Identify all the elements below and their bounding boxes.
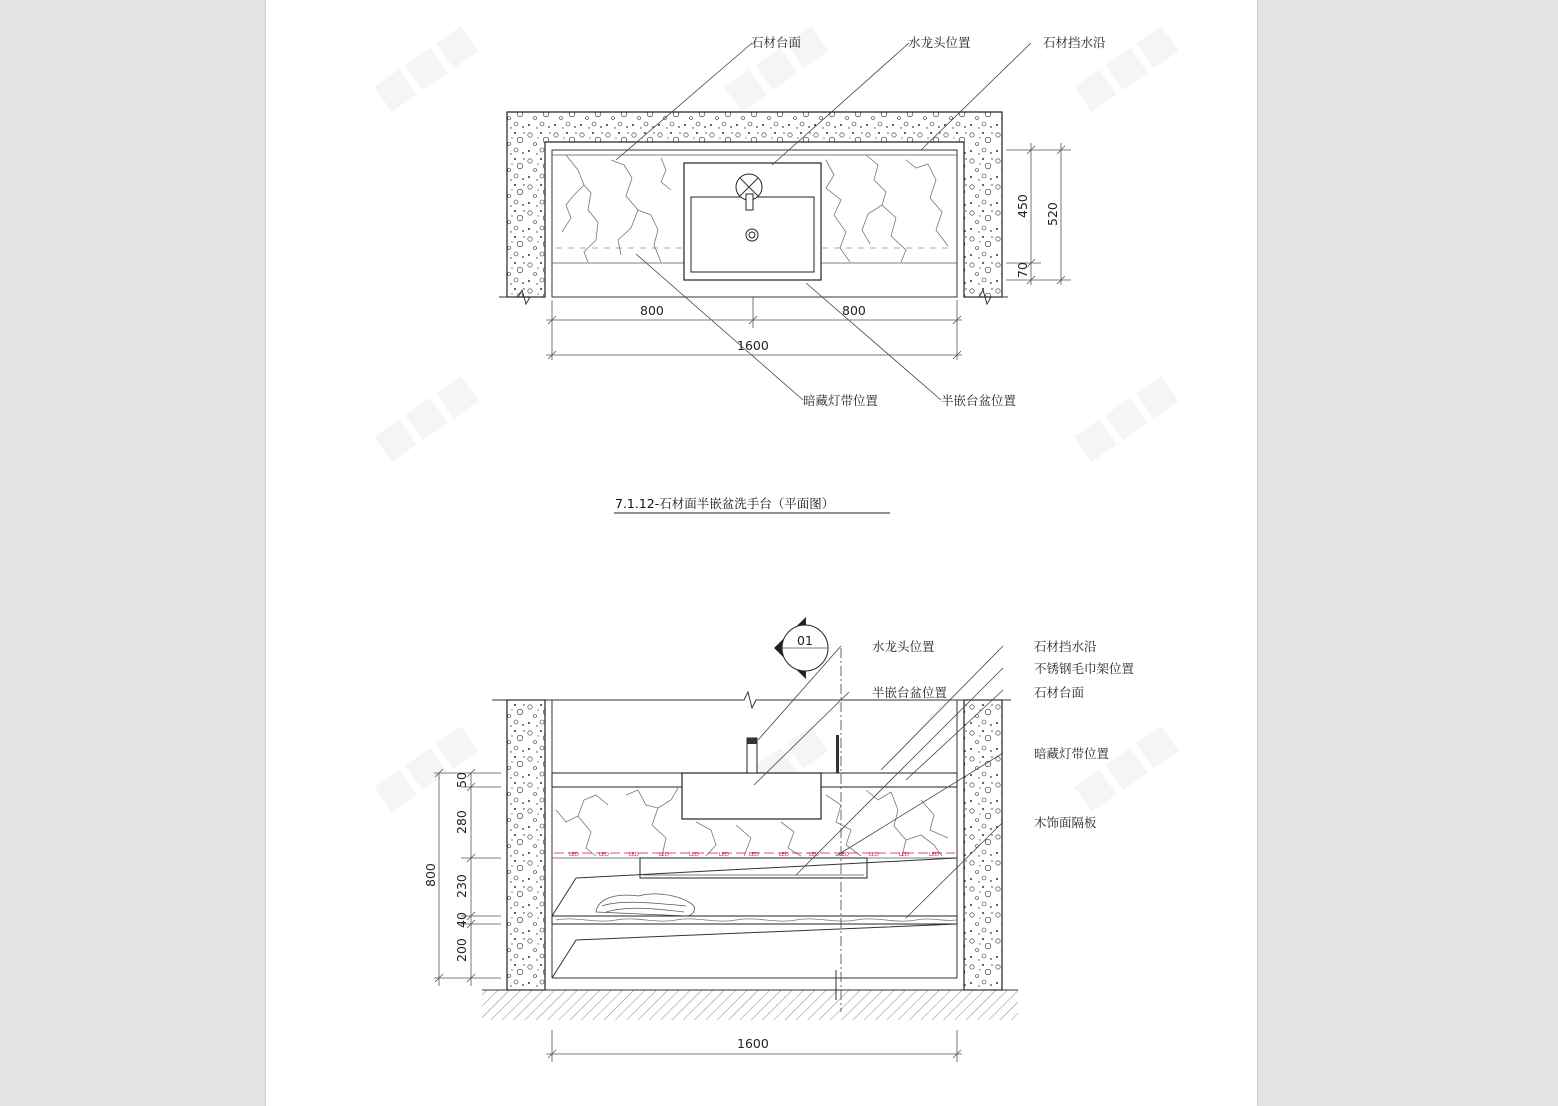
elev-wood-shelf xyxy=(552,916,957,924)
elev-wall-right xyxy=(964,700,1002,990)
elev-led-strip xyxy=(554,852,955,858)
led-tag: LED xyxy=(599,852,609,858)
elev-wall-left xyxy=(507,700,545,990)
led-tag: LED xyxy=(659,852,669,858)
plan-label-stone-top: 石材台面 xyxy=(751,35,802,50)
plan-label-basin: 半嵌台盆位置 xyxy=(941,393,1017,408)
led-tag: LED xyxy=(869,852,879,858)
elev-towel xyxy=(596,894,694,916)
elev-shelf-lower-slope xyxy=(552,924,957,978)
elev-faucet-icon xyxy=(747,738,757,773)
elev-dim-230: 230 xyxy=(454,874,469,898)
plan-label-led-strip: 暗藏灯带位置 xyxy=(803,393,879,408)
section-marker-label: 01 xyxy=(797,633,813,648)
led-tag: LED xyxy=(569,852,579,858)
led-tag: LED xyxy=(749,852,759,858)
cad-drawing xyxy=(266,0,1257,1106)
elev-label-faucet: 水龙头位置 xyxy=(872,639,935,654)
svg-text:■■■ xyxy=(365,715,484,818)
elev-label-backsplash: 石材挡水沿 xyxy=(1034,639,1097,654)
elev-dim-200: 200 xyxy=(454,938,469,962)
plan-dim-left-800: 800 xyxy=(640,303,664,318)
led-tag: LED xyxy=(839,852,849,858)
elev-dim-40: 40 xyxy=(454,912,469,928)
plan-label-faucet: 水龙头位置 xyxy=(908,35,971,50)
elev-dim-280: 280 xyxy=(454,810,469,834)
elev-label-led-strip: 暗藏灯带位置 xyxy=(1034,746,1110,761)
elev-dim-800: 800 xyxy=(423,863,438,887)
elev-dim-50: 50 xyxy=(454,772,469,788)
elev-basin xyxy=(682,773,821,819)
elev-label-basin: 半嵌台盆位置 xyxy=(872,685,948,700)
document-page xyxy=(266,0,1257,1106)
plan-dim-1600: 1600 xyxy=(737,338,769,353)
elev-shelf-upper-slope xyxy=(552,858,957,916)
plan-dim-450: 450 xyxy=(1015,194,1030,218)
led-tag: LED xyxy=(689,852,699,858)
elev-label-wood-shelf: 木饰面隔板 xyxy=(1034,815,1097,830)
plan-dim-520: 520 xyxy=(1045,202,1060,226)
plan-title: 7.1.12-石材面半嵌盆洗手台（平面图） xyxy=(615,496,835,511)
svg-text:■■■ xyxy=(365,15,484,118)
elev-dim-1600: 1600 xyxy=(737,1036,769,1051)
svg-text:■■■ xyxy=(1065,365,1184,468)
plan-dim-right-800: 800 xyxy=(842,303,866,318)
elev-floor xyxy=(482,990,1018,1020)
svg-text:■■■ xyxy=(1065,715,1184,818)
plan-dim-70: 70 xyxy=(1015,262,1030,278)
svg-text:■■■ xyxy=(1065,15,1184,118)
led-tag: LED xyxy=(629,852,639,858)
elevation-view xyxy=(423,617,1135,1062)
elev-backsplash xyxy=(836,735,839,773)
plan-label-backsplash: 石材挡水沿 xyxy=(1043,35,1106,50)
led-tag: LED xyxy=(929,852,939,858)
svg-text:■■■ xyxy=(365,365,484,468)
elev-label-stone-top: 石材台面 xyxy=(1034,685,1085,700)
led-tag: LED xyxy=(809,852,819,858)
plan-view xyxy=(499,35,1106,513)
led-tag: LED xyxy=(899,852,909,858)
svg-text:■■■ xyxy=(715,15,834,118)
elev-label-towel-rack: 不锈钢毛巾架位置 xyxy=(1034,661,1135,676)
led-tag: LED xyxy=(719,852,729,858)
led-tag: LED xyxy=(779,852,789,858)
